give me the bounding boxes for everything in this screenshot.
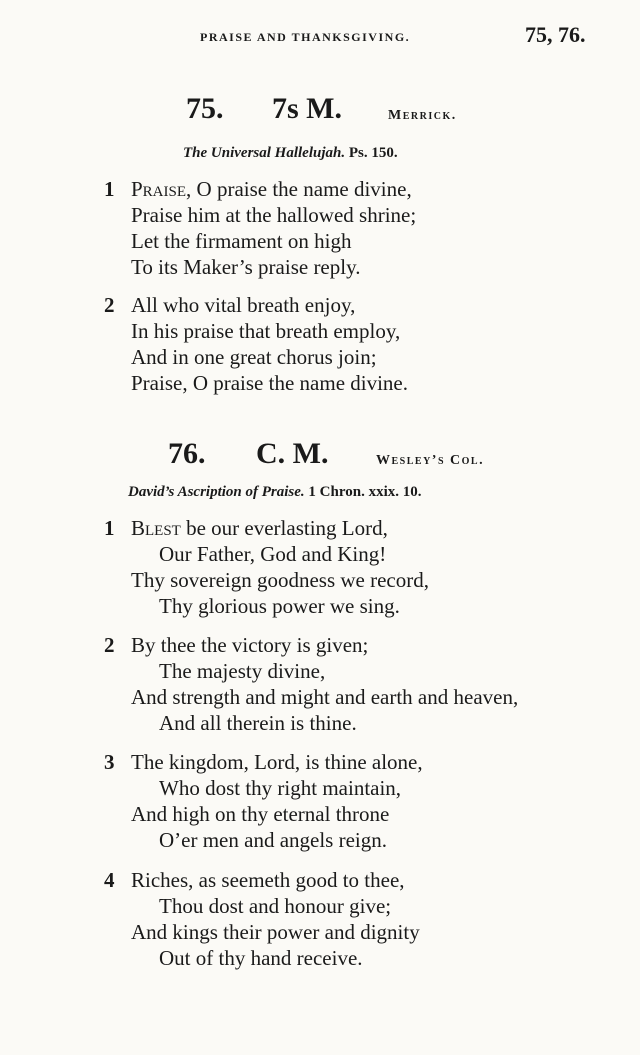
stanza-number: 3 <box>104 750 115 774</box>
subtitle-text: David’s Ascription of Praise. <box>128 484 305 500</box>
verse-line: Riches, as seemeth good to thee, <box>131 868 405 892</box>
verse-line: The kingdom, Lord, is thine alone, <box>131 750 423 774</box>
running-head <box>0 22 640 52</box>
verse-line: And in one great chorus join; <box>131 345 377 369</box>
verse-line: And high on thy eternal throne <box>131 802 390 826</box>
hymn-number: 76. <box>168 437 206 470</box>
stanza-number: 2 <box>104 293 115 317</box>
verse-line: Out of thy hand receive. <box>159 946 363 970</box>
scripture-reference: Ps. 150. <box>348 145 398 161</box>
verse-line: Who dost thy right maintain, <box>159 776 402 800</box>
running-head-title: PRAISE AND THANKSGIVING. <box>200 30 411 44</box>
initial-word: Praise, <box>131 177 192 201</box>
stanza-number: 4 <box>104 868 115 892</box>
verse-line: In his praise that breath employ, <box>131 319 401 343</box>
verse-line <box>131 515 388 541</box>
hymn-number: 75. <box>186 92 224 125</box>
verse-line: And all therein is thine. <box>159 711 357 735</box>
verse-line: Praise, O praise the name divine. <box>131 371 408 395</box>
verse-line: Let the firmament on high <box>131 229 352 253</box>
hymn-tune: Wesley’s Col. <box>376 453 485 468</box>
subtitle-text: The Universal Hallelujah. <box>183 145 346 161</box>
hymn-meter: 7s M. <box>272 92 342 125</box>
scripture-reference: 1 Chron. xxix. 10. <box>308 484 422 500</box>
hymn-76-subtitle <box>128 484 422 501</box>
verse-line: All who vital breath enjoy, <box>131 293 356 317</box>
initial-word: Blest <box>131 516 181 540</box>
verse-line: Our Father, God and King! <box>159 542 387 566</box>
hymn-75-subtitle <box>183 145 398 162</box>
hymn-76-heading <box>0 437 640 473</box>
stanza-number: 1 <box>104 516 115 540</box>
verse-line: Thou dost and honour give; <box>159 894 392 918</box>
hymn-75-heading <box>0 92 640 128</box>
verse-line: And kings their power and dignity <box>131 920 420 944</box>
verse-line: O’er men and angels reign. <box>159 828 387 852</box>
line-text: be our everlasting Lord, <box>180 516 388 540</box>
page-numbers: 75, 76. <box>525 22 586 47</box>
stanza-number: 2 <box>104 633 115 657</box>
stanza-number: 1 <box>104 177 115 201</box>
verse-line: And strength and might and earth and heaven, <box>131 685 519 709</box>
hymn-meter: C. M. <box>256 437 329 470</box>
verse-line: Thy sovereign goodness we record, <box>131 568 429 592</box>
hymn-tune: Merrick. <box>388 108 457 123</box>
verse-line <box>131 176 412 202</box>
verse-line: To its Maker’s praise reply. <box>131 255 361 279</box>
verse-line: The majesty divine, <box>159 659 326 683</box>
line-text: O praise the name divine, <box>191 177 412 201</box>
verse-line: Praise him at the hallowed shrine; <box>131 203 417 227</box>
verse-line: By thee the victory is given; <box>131 633 369 657</box>
verse-line: Thy glorious power we sing. <box>159 594 400 618</box>
